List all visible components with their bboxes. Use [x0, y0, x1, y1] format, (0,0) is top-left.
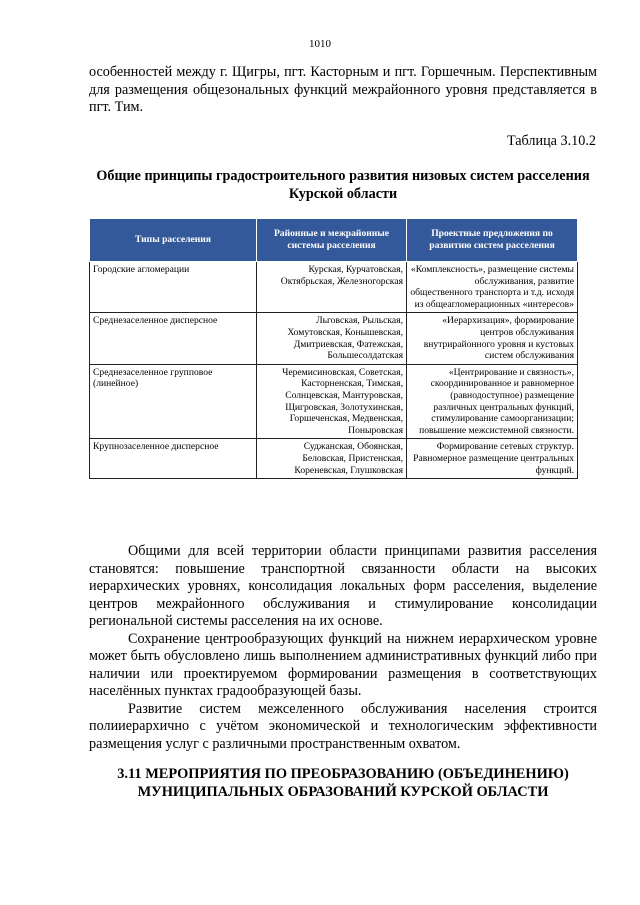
cell-systems: Суджанская, Обоянская, Беловская, Пристенская, Кореневская, Глушковская [257, 439, 407, 479]
cell-settlement-type: Крупнозаселенное дисперсное [90, 439, 257, 479]
table-row [90, 262, 578, 313]
intro-paragraph: особенностей между г. Щигры, пгт. Касторным и пгт. Горшечным. Перспективным для размещения общезональных функций межрайонного уровня представляется в пгт. Тим. [89, 64, 597, 115]
cell-systems: Черемисиновская, Советская, Касторненская, Тимская, Солнцевская, Мантуровская, Щигровская, Золотухинская, Горшеченская, Медвенская, Поныровская [257, 364, 407, 439]
settlement-principles-table [89, 218, 578, 479]
header-project-proposals: Проектные предложения по развитию систем расселения [407, 219, 578, 262]
cell-proposals: «Иерархизация», формирование центров обслуживания внутрирайонного уровня и кустовых систем обслуживания [407, 313, 578, 364]
cell-settlement-type: Среднезаселенное дисперсное [90, 313, 257, 364]
cell-systems: Курская, Курчатовская, Октябрьская, Железногорская [257, 262, 407, 313]
section-heading: 3.11 МЕРОПРИЯТИЯ ПО ПРЕОБРАЗОВАНИЮ (ОБЪЕДИНЕНИЮ) МУНИЦИПАЛЬНЫХ ОБРАЗОВАНИЙ КУРСКОЙ ОБЛАСТИ [117, 766, 569, 800]
header-district-systems: Районные и межрайонные системы расселения [257, 219, 407, 262]
body-paragraph: Сохранение центрообразующих функций на нижнем иерархическом уровне может быть обусловлено лишь выполнением административных функций либо при наличии или проектируемом формировании размещения в соответствующих населённых пунктах градообразующей базы. [89, 630, 597, 699]
cell-systems: Льговская, Рыльская, Хомутовская, Конышевская, Дмитриевская, Фатежская, Большесолдатская [257, 313, 407, 364]
cell-proposals: «Комплексность», размещение системы обслуживания, развитие общественного транспорта и т.д. исходя из общеагломерационных «интересов» [407, 262, 578, 313]
table-header-row [90, 219, 578, 262]
cell-proposals: Формирование сетевых структур. Равномерное размещение центральных функций. [407, 439, 578, 479]
cell-proposals: «Центрирование и связность», скоординированное и равномерное (равнодоступное) размещение различных центральных функций, стимулирование самоорганизации; повышение межсистемной связности. [407, 364, 578, 439]
table-reference: Таблица 3.10.2 [506, 133, 596, 149]
cell-settlement-type: Среднезаселенное групповое (линейное) [90, 364, 257, 439]
page-number: 1010 [309, 38, 331, 50]
body-text [89, 543, 597, 753]
body-paragraph: Развитие систем межселенного обслуживания населения строится полииерархично с учётом экономической и технологическим эффективности размещения услуг с различными пространственным охватом. [89, 700, 597, 752]
cell-settlement-type: Городские агломерации [90, 262, 257, 313]
table-row [90, 439, 578, 479]
table-title: Общие принципы градостроительного развития низовых систем расселения Курской области [96, 168, 590, 202]
body-paragraph: Общими для всей территории области принципами развития расселения становятся: повышение транспортной связанности области на высоких иерархических уровнях, консолидация локальных форм расселения, выделение центров межрайонного обслуживания и стимулирование консолидации региональной системы расселения на их основе. [89, 543, 597, 629]
table-row [90, 364, 578, 439]
table-row [90, 313, 578, 364]
header-settlement-types: Типы расселения [90, 219, 257, 262]
